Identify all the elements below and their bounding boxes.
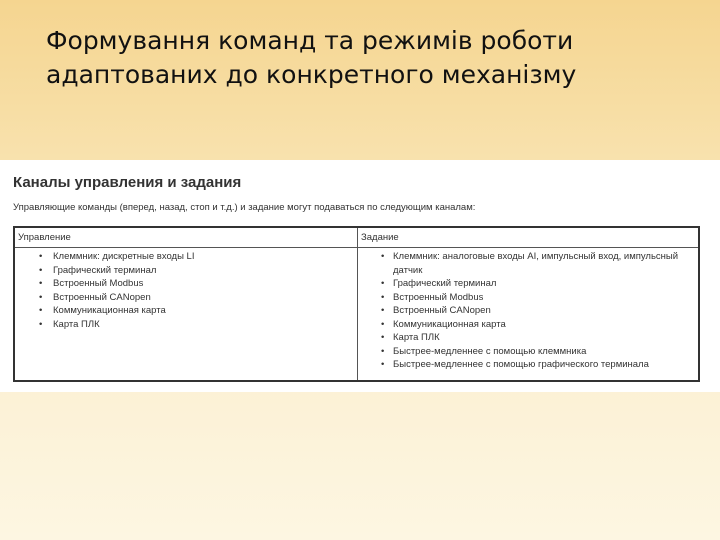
list-item: • Карта ПЛК bbox=[358, 331, 698, 345]
list-item: • Встроенный Modbus bbox=[358, 291, 698, 305]
slide-title bbox=[46, 24, 686, 92]
list-item: • Коммуникационная карта bbox=[358, 318, 698, 332]
control-column bbox=[15, 228, 358, 380]
list-item: • Графический терминал bbox=[15, 264, 357, 278]
channels-table bbox=[13, 226, 700, 382]
list-item: • Быстрее-медленнее с помощью графического терминала bbox=[358, 358, 698, 372]
list-item: • Встроенный Modbus bbox=[15, 277, 357, 291]
list-item: • Коммуникационная карта bbox=[15, 304, 357, 318]
list-item: • Карта ПЛК bbox=[15, 318, 357, 332]
reference-column bbox=[358, 228, 698, 380]
list-item: • Встроенный CANopen bbox=[358, 304, 698, 318]
reference-list bbox=[358, 248, 698, 372]
control-column-header: Управление bbox=[15, 228, 357, 248]
document-excerpt bbox=[0, 160, 720, 392]
list-item: • Графический терминал bbox=[358, 277, 698, 291]
list-item: • Быстрее-медленнее с помощью клеммника bbox=[358, 345, 698, 359]
document-intro: Управляющие команды (вперед, назад, стоп и т.д.) и задание могут подаваться по следующим каналам: bbox=[13, 202, 476, 213]
list-item: • Клеммник: аналоговые входы AI, импульсный вход, импульсный датчик bbox=[358, 250, 698, 277]
slide-title-line-1: Формування команд та режимів роботи bbox=[46, 26, 574, 55]
reference-column-header: Задание bbox=[358, 228, 698, 248]
list-item: • Клеммник: дискретные входы LI bbox=[15, 250, 357, 264]
list-item: • Встроенный CANopen bbox=[15, 291, 357, 305]
slide-title-line-2: адаптованих до конкретного механізму bbox=[46, 60, 577, 89]
control-list bbox=[15, 248, 357, 331]
document-heading: Каналы управления и задания bbox=[13, 174, 242, 191]
